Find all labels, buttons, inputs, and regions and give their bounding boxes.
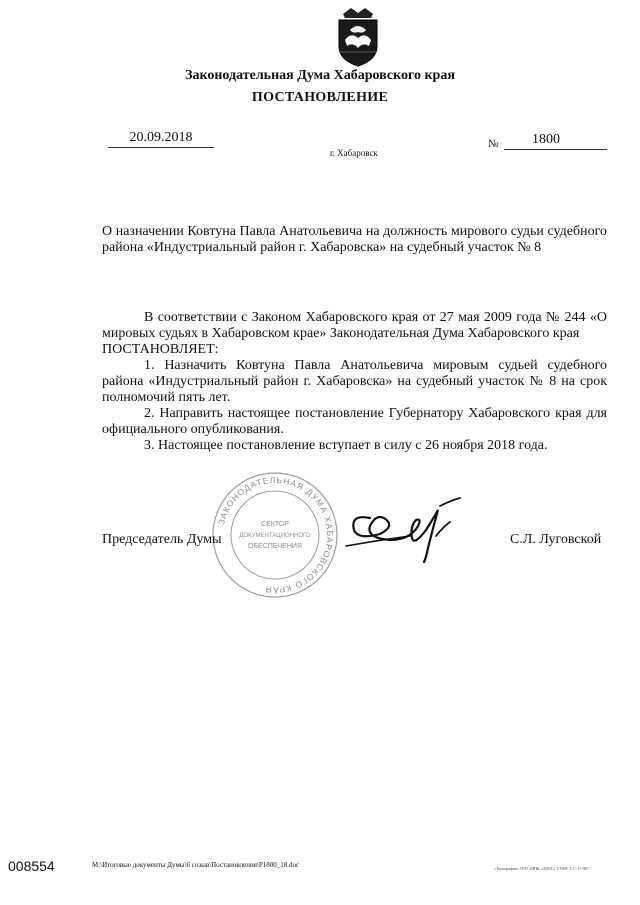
preamble-paragraph: В соответствии с Законом Хабаровского края от 27 мая 2009 года № 244 «О мировых судьях в Хабаровском крае» Законодательная Дума Хабаровского края bbox=[102, 310, 607, 341]
document-number: 1800 bbox=[504, 132, 607, 150]
print-note: «Типография» ООО «НПК «ЭДОС» Т.1909. З. С-15-067. bbox=[494, 866, 590, 871]
document-type: ПОСТАНОВЛЕНИЕ bbox=[251, 90, 389, 105]
file-path: М:\Итоговые документы Думы\6 созыв\Постановления\Р1800_18.doc bbox=[92, 861, 300, 869]
signatory-role: Председатель Думы bbox=[102, 532, 222, 547]
khabarovsk-coat-of-arms-icon bbox=[333, 6, 383, 68]
signatory-name: С.Л. Луговской bbox=[510, 532, 602, 547]
document-body bbox=[102, 310, 607, 454]
seal-inner-line-2: ДОКУМЕНТАЦИОННОГО bbox=[239, 533, 311, 539]
handwritten-signature bbox=[340, 496, 468, 566]
number-label: № bbox=[488, 138, 499, 150]
official-seal-stamp bbox=[210, 470, 340, 600]
resolution-item-3: 3. Настоящее постановление вступает в силу с 26 ноября 2018 года. bbox=[144, 438, 548, 453]
resolution-item-2: 2. Направить настоящее постановление Губернатору Хабаровского края для официального опубликования. bbox=[102, 406, 607, 437]
seal-outer-text: ЗАКОНОДАТЕЛЬНАЯ ДУМА ХАБАРОВСКОГО КРАЯ bbox=[216, 474, 336, 596]
seal-inner-line-1: СЕКТОР bbox=[261, 521, 289, 528]
document-subject: О назначении Ковтуна Павла Анатольевича на должность мирового судьи судебного района «Индустриальный район г. Хабаровска» на судебный участок № 8 bbox=[102, 224, 607, 255]
seal-inner-line-3: ОБЕСПЕЧЕНИЯ bbox=[248, 543, 302, 550]
document-code: 008554 bbox=[8, 858, 55, 874]
resolution-item-1: 1. Назначить Ковтуна Павла Анатольевича мировым судьей судебного района «Индустриальный район г. Хабаровска» на судебный участок № 8 на срок полномочий пять лет. bbox=[102, 358, 607, 405]
organization-title: Законодательная Дума Хабаровского края bbox=[185, 68, 455, 83]
document-city: г. Хабаровск bbox=[330, 148, 378, 158]
document-date: 20.09.2018 bbox=[108, 130, 214, 148]
resolves-heading: ПОСТАНОВЛЯЕТ: bbox=[102, 342, 219, 357]
